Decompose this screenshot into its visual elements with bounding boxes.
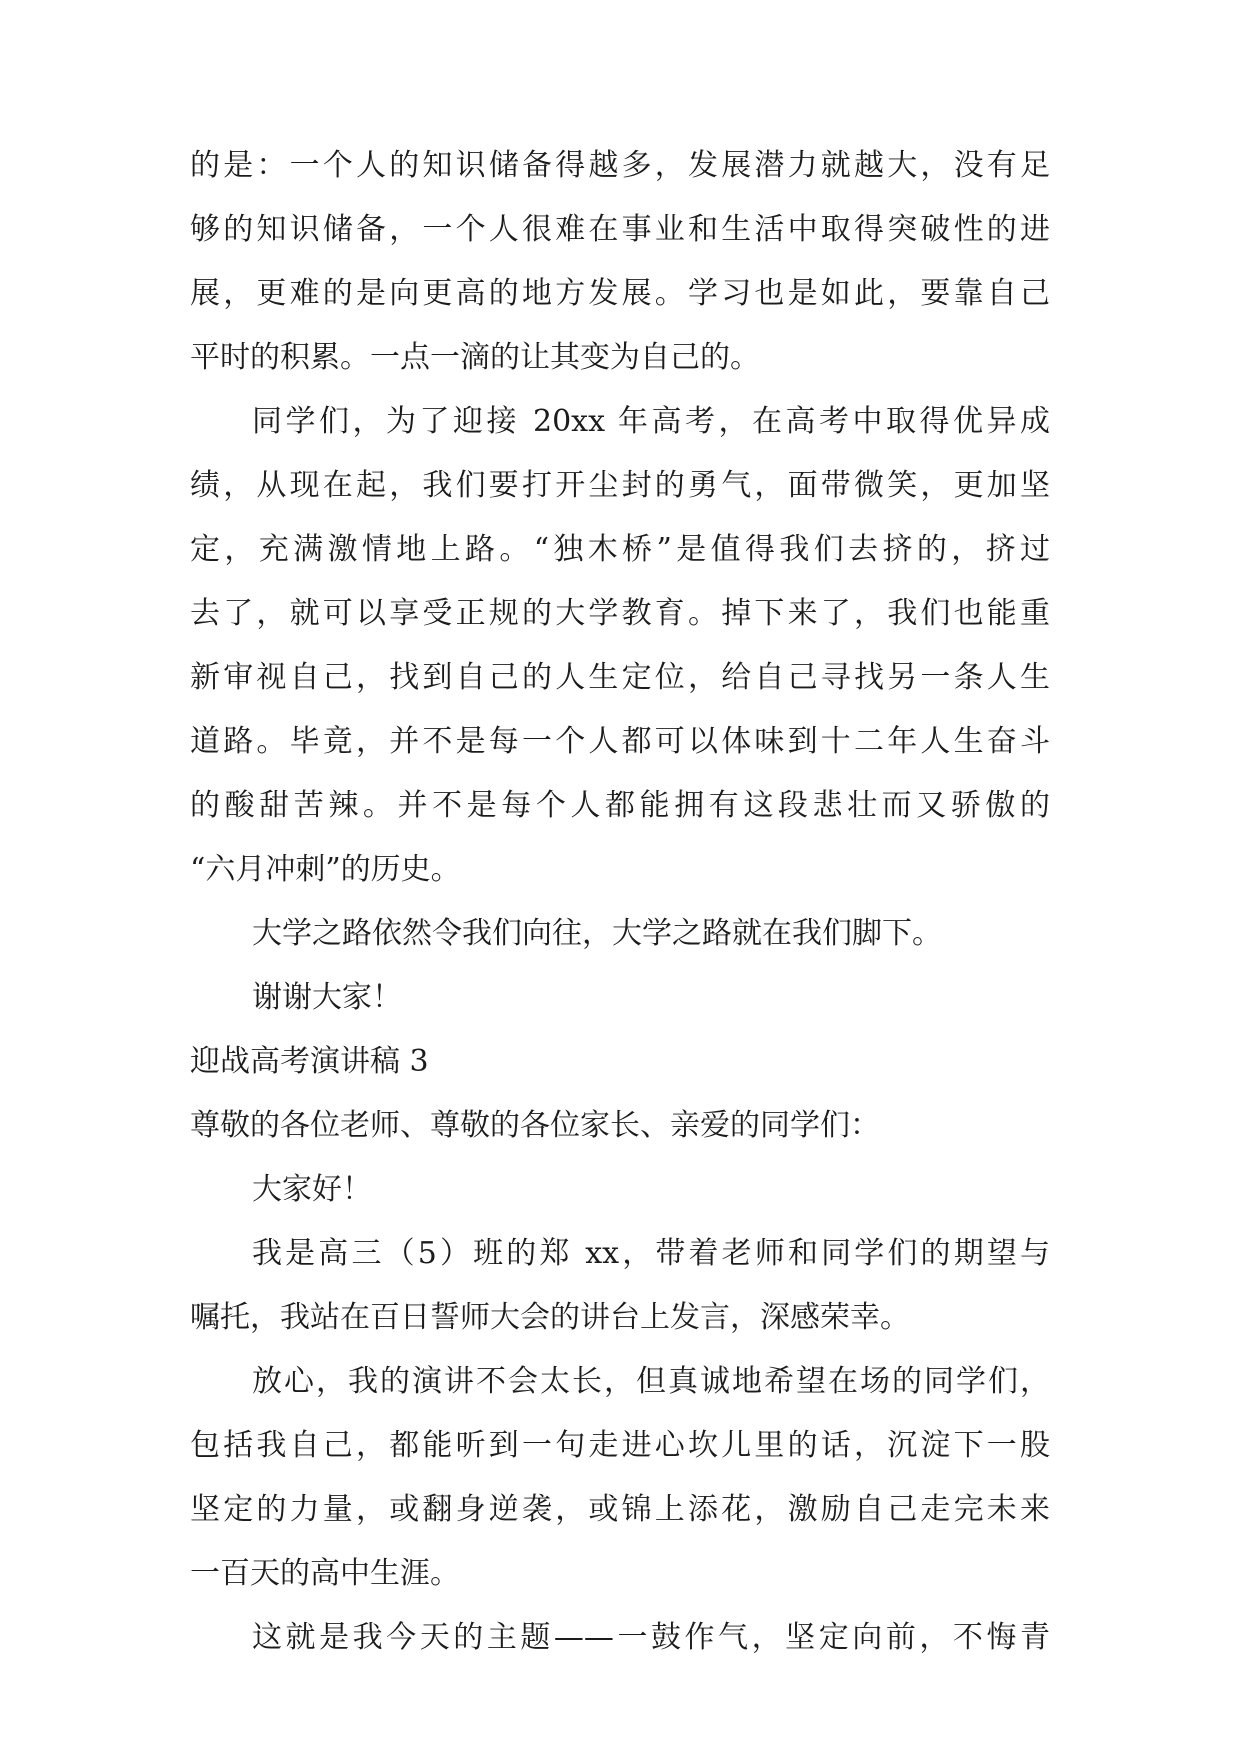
paragraph-line: 放心，我的演讲不会太长，但真诚地希望在场的同学们， [252, 1364, 1050, 1399]
paragraph-line: “六月冲刺”的历史。 [190, 852, 461, 887]
section-heading: 迎战高考演讲稿 3 [190, 1044, 429, 1079]
paragraph-line: 够的知识储备，一个人很难在事业和生活中取得突破性的进 [190, 212, 1050, 247]
paragraph-line: 绩，从现在起，我们要打开尘封的勇气，面带微笑，更加坚 [190, 468, 1050, 503]
paragraph-line: 定，充满激情地上路。“独木桥”是值得我们去挤的，挤过 [190, 532, 1050, 567]
paragraph-line: 谢谢大家！ [252, 980, 402, 1015]
paragraph-line: 道路。毕竟，并不是每一个人都可以体味到十二年人生奋斗 [190, 724, 1050, 759]
paragraph-line: 大家好！ [252, 1172, 372, 1207]
paragraph-line: 的酸甜苦辣。并不是每个人都能拥有这段悲壮而又骄傲的 [190, 788, 1050, 823]
paragraph-line: 大学之路依然令我们向往，大学之路就在我们脚下。 [252, 916, 942, 951]
paragraph-line: 的是：一个人的知识储备得越多，发展潜力就越大，没有足 [190, 148, 1050, 183]
paragraph-line: 我是高三（5）班的郑 xx，带着老师和同学们的期望与 [252, 1236, 1050, 1271]
paragraph-line: 包括我自己，都能听到一句走进心坎儿里的话，沉淀下一股 [190, 1428, 1050, 1463]
salutation-line: 尊敬的各位老师、尊敬的各位家长、亲爱的同学们： [190, 1108, 880, 1143]
paragraph-line: 新审视自己，找到自己的人生定位，给自己寻找另一条人生 [190, 660, 1050, 695]
paragraph-line: 平时的积累。一点一滴的让其变为自己的。 [190, 340, 760, 375]
paragraph-line: 一百天的高中生涯。 [190, 1556, 460, 1591]
paragraph-line: 同学们，为了迎接 20xx 年高考，在高考中取得优异成 [252, 404, 1050, 439]
paragraph-line: 嘱托，我站在百日誓师大会的讲台上发言，深感荣幸。 [190, 1300, 910, 1335]
paragraph-line: 展，更难的是向更高的地方发展。学习也是如此，要靠自己 [190, 276, 1050, 311]
paragraph-line: 这就是我今天的主题——一鼓作气，坚定向前，不悔青 [252, 1620, 1050, 1655]
paragraph-line: 去了，就可以享受正规的大学教育。掉下来了，我们也能重 [190, 596, 1050, 631]
paragraph-line: 坚定的力量，或翻身逆袭，或锦上添花，激励自己走完未来 [190, 1492, 1050, 1527]
